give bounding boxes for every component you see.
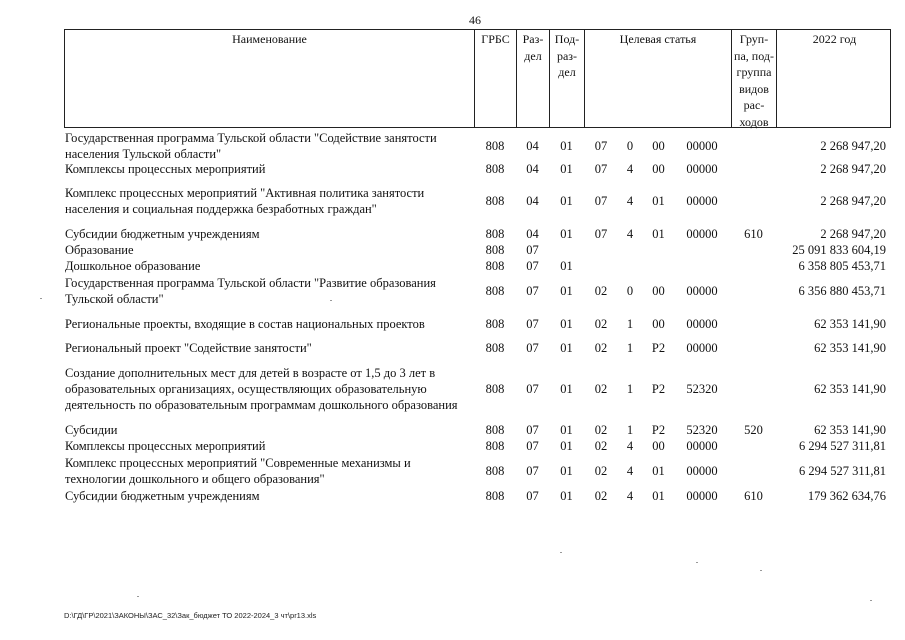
row-cs-type: 4 xyxy=(626,463,634,478)
row-sum: 2 268 947,20 xyxy=(820,226,886,241)
row-grbs: 808 xyxy=(485,242,505,257)
row-cs-program: 02 xyxy=(594,488,608,503)
row-cs-direction: 00000 xyxy=(686,316,718,331)
row-sum: 2 268 947,20 xyxy=(820,193,886,208)
scan-speck xyxy=(870,600,872,601)
row-cs-direction: 52320 xyxy=(686,422,718,437)
header-celevaya-statya xyxy=(585,30,732,127)
row-grbs: 808 xyxy=(485,381,505,396)
row-razdel: 07 xyxy=(526,422,539,437)
row-podrazdel: 01 xyxy=(560,488,573,503)
header-grbs-label: ГРБС xyxy=(481,32,510,46)
row-name: Создание дополнительных мест для детей в возрасте от 1,5 до 3 лет в образовательных организациях, осуществляющих образовательную деятельность по образовательным программам дошкольного образования xyxy=(65,366,458,412)
row-cs-type: 4 xyxy=(626,161,634,176)
scan-speck xyxy=(560,552,562,553)
row-sum: 6 294 527 311,81 xyxy=(798,463,886,478)
row-vid-rashodov: 610 xyxy=(744,488,763,503)
row-cs-program xyxy=(589,242,613,258)
header-gruppa-line: рас- xyxy=(743,98,765,112)
row-name: Субсидии бюджетным учреждениям xyxy=(65,489,260,503)
row-cs-program: 02 xyxy=(594,422,608,437)
table-row xyxy=(64,258,891,274)
row-vid-rashodov xyxy=(731,242,776,258)
file-path-footer: D:\ГД\ГР\2021\ЗАКОНЫ\ЗАС_32\Зак_бюджет ТО 2022-2024_3 чт\pr13.xls xyxy=(64,611,317,620)
row-cs-event: 01 xyxy=(652,488,665,503)
table-row xyxy=(64,438,891,454)
header-name-label: Наименование xyxy=(232,32,307,46)
row-cs-type: 1 xyxy=(626,340,634,355)
row-name: Региональные проекты, входящие в состав национальных проектов xyxy=(65,317,425,331)
header-grbs xyxy=(475,30,517,127)
row-grbs: 808 xyxy=(485,488,505,503)
row-razdel: 07 xyxy=(526,488,539,503)
row-podrazdel xyxy=(549,242,584,258)
row-cs-direction: 00000 xyxy=(686,193,718,208)
row-cs-event xyxy=(646,242,671,258)
row-cs-type xyxy=(621,242,639,258)
scan-speck xyxy=(696,562,698,563)
row-grbs: 808 xyxy=(485,161,505,176)
row-razdel: 04 xyxy=(526,226,539,241)
row-podrazdel: 01 xyxy=(560,438,573,453)
row-podrazdel: 01 xyxy=(560,258,573,273)
row-cs-program: 02 xyxy=(594,381,608,396)
header-year-label: 2022 год xyxy=(812,32,857,46)
header-gruppa-line: группа xyxy=(736,65,772,79)
row-cs-direction: 00000 xyxy=(686,138,718,153)
row-cs-program: 02 xyxy=(594,463,608,478)
row-razdel: 07 xyxy=(526,463,539,478)
row-vid-rashodov xyxy=(731,258,776,274)
row-name: Государственная программа Тульской области "Развитие образования Тульской области" xyxy=(65,276,436,306)
header-name xyxy=(65,30,475,127)
row-cs-event: 00 xyxy=(652,138,665,153)
row-cs-program: 02 xyxy=(594,438,608,453)
row-cs-type: 4 xyxy=(626,226,634,241)
table-row xyxy=(64,242,891,258)
row-cs-direction: 00000 xyxy=(686,283,718,298)
row-vid-rashodov: 520 xyxy=(744,422,763,437)
row-name: Региональный проект "Содействие занятости" xyxy=(65,341,312,355)
row-grbs: 808 xyxy=(485,422,505,437)
row-cs-direction: 00000 xyxy=(686,340,718,355)
row-name: Субсидии xyxy=(65,423,118,437)
header-podrazdel-line: дел xyxy=(558,65,576,79)
row-cs-type: 0 xyxy=(626,283,634,298)
row-razdel: 07 xyxy=(526,316,539,331)
table-row xyxy=(64,130,891,162)
table-row xyxy=(64,185,891,217)
row-cs-program: 02 xyxy=(594,340,608,355)
row-vid-rashodov xyxy=(731,275,776,307)
row-razdel: 07 xyxy=(526,381,539,396)
row-cs-event: P2 xyxy=(651,381,666,396)
row-name: Комплексы процессных мероприятий xyxy=(65,439,266,453)
row-razdel: 07 xyxy=(526,438,539,453)
row-razdel: 07 xyxy=(526,283,539,298)
row-name: Дошкольное образование xyxy=(65,259,201,273)
header-razdel xyxy=(517,30,550,127)
row-grbs: 808 xyxy=(485,438,505,453)
row-cs-direction: 00000 xyxy=(686,488,718,503)
row-sum: 179 362 634,76 xyxy=(807,488,886,503)
row-podrazdel: 01 xyxy=(560,161,573,176)
row-cs-direction: 52320 xyxy=(686,381,718,396)
row-cs-type: 4 xyxy=(626,193,634,208)
row-cs-type xyxy=(621,258,639,274)
table-row xyxy=(64,161,891,177)
row-razdel: 07 xyxy=(526,242,539,257)
row-podrazdel: 01 xyxy=(560,138,573,153)
row-podrazdel: 01 xyxy=(560,381,573,396)
table-row xyxy=(64,365,891,413)
row-sum: 62 353 141,90 xyxy=(814,316,886,331)
row-sum: 25 091 833 604,19 xyxy=(792,242,886,257)
row-name: Комплекс процессных мероприятий "Активная политика занятости населения и социальная поддержка безработных граждан" xyxy=(65,186,425,216)
row-grbs: 808 xyxy=(485,283,505,298)
header-gruppa-line: па, под- xyxy=(734,48,774,63)
row-cs-program: 07 xyxy=(594,138,608,153)
row-cs-program: 02 xyxy=(594,316,608,331)
row-vid-rashodov xyxy=(731,130,776,162)
row-cs-program: 07 xyxy=(594,193,608,208)
row-grbs: 808 xyxy=(485,340,505,355)
row-grbs: 808 xyxy=(485,316,505,331)
row-podrazdel: 01 xyxy=(560,340,573,355)
scan-speck xyxy=(137,596,139,597)
row-cs-program: 07 xyxy=(594,161,608,176)
row-cs-event: 00 xyxy=(652,438,665,453)
row-cs-type: 1 xyxy=(626,381,634,396)
table-row xyxy=(64,488,891,504)
row-cs-event xyxy=(646,258,671,274)
row-sum: 62 353 141,90 xyxy=(814,422,886,437)
row-podrazdel: 01 xyxy=(560,463,573,478)
row-cs-type: 1 xyxy=(626,316,634,331)
row-vid-rashodov xyxy=(731,365,776,413)
header-gruppa-line: Груп- xyxy=(739,32,769,46)
row-razdel: 07 xyxy=(526,258,539,273)
row-cs-program xyxy=(589,258,613,274)
row-cs-type: 4 xyxy=(626,488,634,503)
row-podrazdel: 01 xyxy=(560,226,573,241)
row-cs-type: 4 xyxy=(626,438,634,453)
row-vid-rashodov: 610 xyxy=(744,226,763,241)
row-vid-rashodov xyxy=(731,161,776,177)
header-gruppa-line: видов xyxy=(739,81,769,96)
row-cs-type: 1 xyxy=(626,422,634,437)
row-podrazdel: 01 xyxy=(560,316,573,331)
row-vid-rashodov xyxy=(731,316,776,332)
row-name: Субсидии бюджетным учреждениям xyxy=(65,227,260,241)
row-cs-direction xyxy=(677,242,727,258)
table-row xyxy=(64,340,891,356)
header-razdel-line: Раз- xyxy=(522,32,544,46)
scan-speck xyxy=(40,298,42,299)
row-cs-event: 01 xyxy=(652,193,665,208)
row-grbs: 808 xyxy=(485,193,505,208)
row-cs-event: 00 xyxy=(652,161,665,176)
table-row xyxy=(64,422,891,438)
row-grbs: 808 xyxy=(485,258,505,273)
row-grbs: 808 xyxy=(485,138,505,153)
row-sum: 6 294 527 311,81 xyxy=(798,438,886,453)
row-podrazdel: 01 xyxy=(560,193,573,208)
row-cs-direction: 00000 xyxy=(686,161,718,176)
row-sum: 62 353 141,90 xyxy=(814,381,886,396)
row-cs-event: 01 xyxy=(652,463,665,478)
row-razdel: 04 xyxy=(526,193,539,208)
header-gruppa xyxy=(732,30,777,127)
row-podrazdel: 01 xyxy=(560,422,573,437)
row-razdel: 07 xyxy=(526,340,539,355)
row-cs-event: P2 xyxy=(651,422,666,437)
row-vid-rashodov xyxy=(731,185,776,217)
row-cs-direction xyxy=(677,258,727,274)
row-sum: 2 268 947,20 xyxy=(820,138,886,153)
row-cs-direction: 00000 xyxy=(686,463,718,478)
row-cs-type: 0 xyxy=(626,138,634,153)
table-row xyxy=(64,275,891,307)
row-cs-direction: 00000 xyxy=(686,226,718,241)
scan-speck xyxy=(330,300,332,301)
header-razdel-line: дел xyxy=(524,48,542,63)
row-name: Государственная программа Тульской области "Содействие занятости населения Тульской области" xyxy=(65,131,437,161)
row-sum: 62 353 141,90 xyxy=(814,340,886,355)
row-cs-event: 00 xyxy=(652,316,665,331)
header-year xyxy=(777,30,892,127)
row-razdel: 04 xyxy=(526,161,539,176)
row-name: Комплексы процессных мероприятий xyxy=(65,162,266,176)
table-row xyxy=(64,455,891,487)
row-cs-program: 02 xyxy=(594,283,608,298)
row-podrazdel: 01 xyxy=(560,283,573,298)
row-grbs: 808 xyxy=(485,226,505,241)
row-sum: 6 356 880 453,71 xyxy=(798,283,886,298)
row-cs-event: 01 xyxy=(652,226,665,241)
row-cs-event: 00 xyxy=(652,283,665,298)
page-number: 46 xyxy=(469,13,481,27)
row-cs-direction: 00000 xyxy=(686,438,718,453)
header-celevaya-label: Целевая статья xyxy=(619,32,697,46)
table-row xyxy=(64,226,891,242)
row-vid-rashodov xyxy=(731,340,776,356)
table-row xyxy=(64,316,891,332)
row-cs-program: 07 xyxy=(594,226,608,241)
row-sum: 6 358 805 453,71 xyxy=(798,258,886,273)
row-name: Комплекс процессных мероприятий "Современные механизмы и технологии дошкольного и общего образования" xyxy=(65,456,411,486)
header-gruppa-line: ходов xyxy=(739,114,769,129)
row-grbs: 808 xyxy=(485,463,505,478)
header-podrazdel-line: Под- xyxy=(554,32,580,46)
row-name: Образование xyxy=(65,243,134,257)
row-vid-rashodov xyxy=(731,438,776,454)
table-header xyxy=(64,29,891,128)
row-cs-event: P2 xyxy=(651,340,666,355)
header-podrazdel xyxy=(550,30,585,127)
header-podrazdel-line: раз- xyxy=(556,48,578,63)
scan-speck xyxy=(760,570,762,571)
row-razdel: 04 xyxy=(526,138,539,153)
row-vid-rashodov xyxy=(731,455,776,487)
row-sum: 2 268 947,20 xyxy=(820,161,886,176)
